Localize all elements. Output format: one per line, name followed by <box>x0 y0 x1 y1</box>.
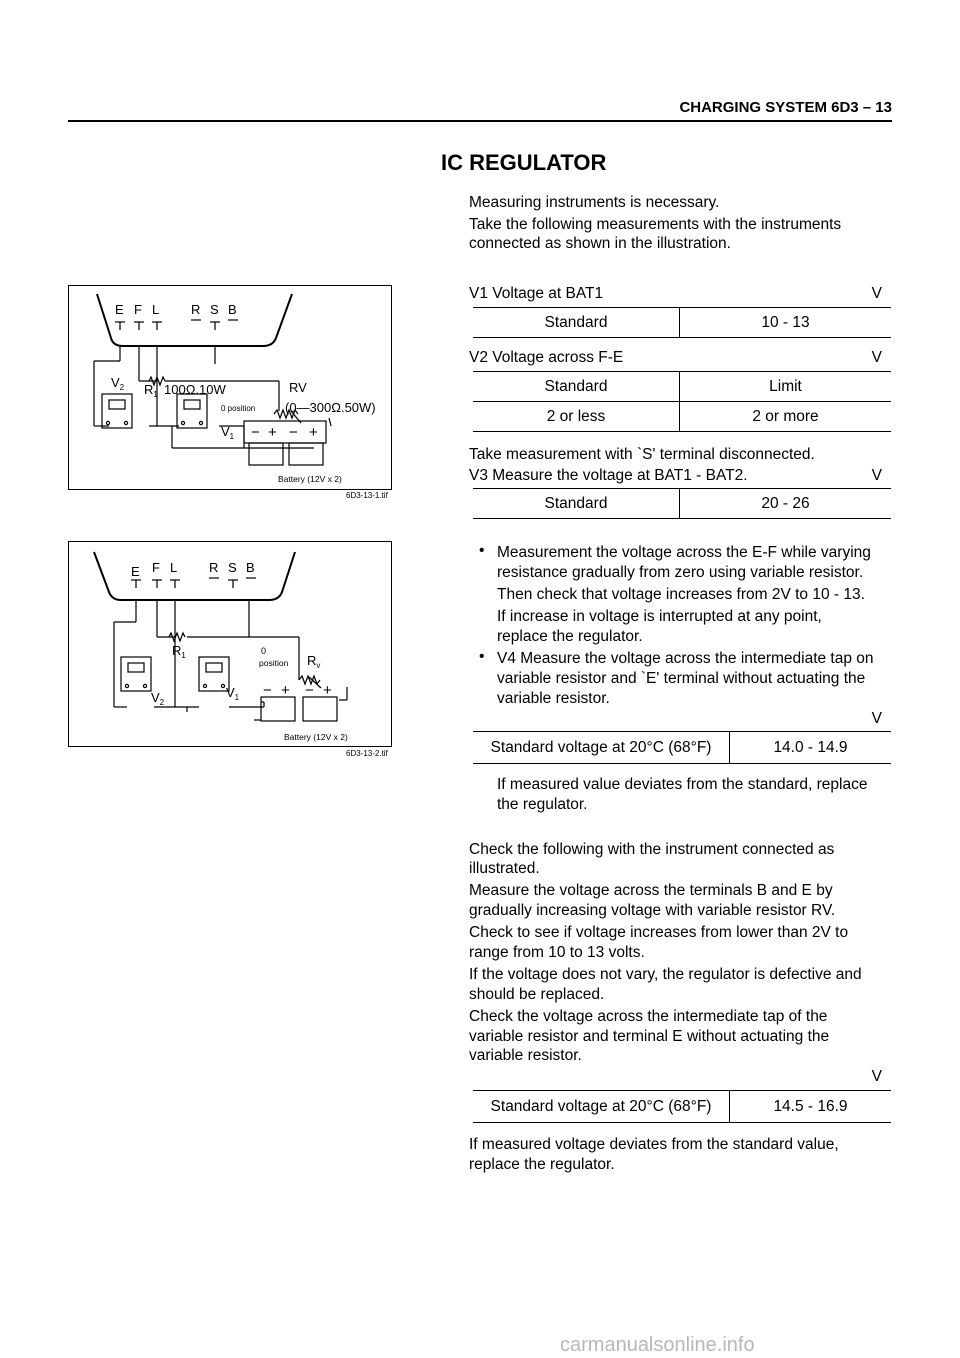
position-label: position <box>259 658 289 668</box>
v2-label: V2 Voltage across F-E <box>469 349 624 366</box>
table-row <box>473 489 891 519</box>
svg-text:−: − <box>305 682 314 699</box>
figure-2-drawing <box>69 542 391 746</box>
v1-table <box>473 307 891 338</box>
v2-table <box>473 371 891 432</box>
check-line: Measure the voltage across the terminals B and E by <box>469 882 833 899</box>
svg-text:Rv <box>307 653 320 670</box>
v3-table <box>473 488 891 519</box>
v1-label: V1 Voltage at BAT1 <box>469 285 604 302</box>
check-line: range from 10 to 13 volts. <box>469 944 645 961</box>
bullet-dot: • <box>479 648 485 665</box>
rv-label: RV <box>289 380 307 395</box>
table-cell: 2 or less <box>473 402 680 432</box>
table-row <box>473 308 891 338</box>
svg-text:+: + <box>281 682 290 699</box>
v3-label: V3 Measure the voltage at BAT1 - BAT2. <box>469 467 748 484</box>
check-line: should be replaced. <box>469 986 605 1003</box>
header-rule <box>68 120 892 122</box>
svg-text:−: − <box>251 424 260 441</box>
bullet2-line: V4 Measure the voltage across the intermediate tap on <box>497 650 874 667</box>
bullet1-line: Then check that voltage increases from 2V to 10 - 13. <box>497 586 865 603</box>
rv-subscript: v <box>316 661 321 670</box>
figure-2-caption: 6D3-13-2.tif <box>346 749 388 758</box>
terminal-label: S <box>210 302 219 317</box>
svg-text:+: + <box>309 424 318 441</box>
table-row <box>473 1091 891 1123</box>
bullet1-line: replace the regulator. <box>497 628 643 645</box>
meters <box>102 394 207 428</box>
figure-1-caption: 6D3-13-1.tif <box>346 491 388 500</box>
table-cell: Standard <box>473 489 680 519</box>
table-cell: 20 - 26 <box>680 489 892 519</box>
table-cell: Limit <box>680 372 892 402</box>
figure-2-circuit <box>68 541 392 747</box>
terminal-marks <box>115 320 238 330</box>
terminal-label: E <box>131 564 140 579</box>
v1-symbol: V <box>226 685 235 700</box>
terminal-label: F <box>134 302 142 317</box>
svg-text:−: − <box>289 424 298 441</box>
table-cell: 14.0 - 14.9 <box>730 732 892 764</box>
v4-unit: V <box>871 710 882 727</box>
table-cell: Standard voltage at 20°C (68°F) <box>473 1091 730 1123</box>
final-line: If measured voltage deviates from the standard value, <box>469 1136 839 1153</box>
bullet-dot: • <box>479 542 485 559</box>
v1-subscript: 1 <box>234 693 240 702</box>
v3-unit: V <box>871 467 882 484</box>
intro-line: connected as shown in the illustration. <box>469 235 731 252</box>
check-line: Check the voltage across the intermediate tap of the <box>469 1008 828 1025</box>
bullet2-line: variable resistor. <box>497 690 610 707</box>
svg-text:V2 <box>151 690 165 707</box>
terminal-label: R <box>209 560 219 575</box>
bullet1-line: Measurement the voltage across the E-F while varying <box>497 544 871 561</box>
table-cell: 2 or more <box>680 402 892 432</box>
after-v4-line: If measured value deviates from the standard, replace <box>497 776 868 793</box>
v2-unit: V <box>871 349 882 366</box>
battery-label: Battery (12V x 2) <box>278 474 342 484</box>
svg-text:V1 <box>226 685 240 702</box>
table-row <box>473 732 891 764</box>
v1-unit: V <box>871 285 882 302</box>
r1-subscript: 1 <box>153 390 158 399</box>
intro-line: Take the following measurements with the instruments <box>469 216 842 233</box>
rv-symbol: R <box>307 653 317 668</box>
svg-text:+: + <box>323 682 332 699</box>
svg-text:−: − <box>263 682 272 699</box>
bullet1-line: resistance gradually from zero using variable resistor. <box>497 564 864 581</box>
terminal-label: B <box>228 302 237 317</box>
intro-line: Measuring instruments is necessary. <box>469 194 720 211</box>
check-line: gradually increasing voltage with variable resistor RV. <box>469 902 836 919</box>
terminal-label: R <box>191 302 201 317</box>
table-cell: 14.5 - 16.9 <box>730 1091 892 1123</box>
s-terminal-note: Take measurement with `S' terminal disconnected. <box>469 446 815 463</box>
v5-unit: V <box>871 1068 882 1085</box>
table-cell: 10 - 13 <box>680 308 892 338</box>
v1-symbol: V <box>221 424 230 439</box>
table-row <box>473 372 891 402</box>
r1-value: 100Ω.10W <box>164 382 226 397</box>
check-line: variable resistor and terminal E without actuating the <box>469 1028 830 1045</box>
terminal-labels <box>131 560 255 579</box>
v2-subscript: 2 <box>159 698 165 707</box>
figure-1-circuit <box>68 285 392 490</box>
v1-subscript: 1 <box>229 432 235 441</box>
terminal-label: L <box>170 560 178 575</box>
svg-text:R1 <box>144 382 158 399</box>
v2-subscript: 2 <box>119 383 125 392</box>
final-line: replace the regulator. <box>469 1156 615 1173</box>
check-line: variable resistor. <box>469 1047 582 1064</box>
table-cell: Standard <box>473 372 680 402</box>
section-title: IC REGULATOR <box>441 150 607 175</box>
svg-text:+: + <box>268 424 277 441</box>
check-line: Check the following with the instrument connected as <box>469 841 835 858</box>
terminal-label: F <box>152 560 160 575</box>
table-cell: Standard <box>473 308 680 338</box>
svg-text:V2 <box>111 375 125 392</box>
zero-label: 0 <box>261 646 267 656</box>
terminal-labels <box>115 302 237 317</box>
battery-pack <box>261 697 337 721</box>
v2-symbol: V <box>111 375 120 390</box>
battery-label: Battery (12V x 2) <box>284 732 348 742</box>
r1-symbol: R <box>144 382 154 397</box>
terminal-label: L <box>152 302 160 317</box>
r1-subscript: 1 <box>181 651 186 660</box>
figure-1-drawing <box>69 286 391 489</box>
rv-value: (0—300Ω.50W) <box>285 400 376 415</box>
terminal-marks <box>131 578 256 588</box>
v2-symbol: V <box>151 690 160 705</box>
battery-polarity <box>251 424 318 441</box>
watermark: carmanualsonline.info <box>560 1334 755 1356</box>
bullet1-line: If increase in voltage is interrupted at any point, <box>497 608 822 625</box>
table-row <box>473 402 891 432</box>
regulator-outline <box>94 552 295 600</box>
v5-table <box>473 1090 891 1123</box>
v4-table <box>473 731 891 764</box>
bullet2-line: variable resistor and `E' terminal without actuating the <box>497 670 866 687</box>
zero-position-label: 0 position <box>221 404 256 413</box>
r1-symbol: R <box>172 643 182 658</box>
terminal-label: B <box>246 560 255 575</box>
page-header: CHARGING SYSTEM 6D3 – 13 <box>679 99 892 116</box>
after-v4-line: the regulator. <box>497 796 588 813</box>
check-line: If the voltage does not vary, the regulator is defective and <box>469 966 862 983</box>
check-line: illustrated. <box>469 860 540 877</box>
svg-text:R1 <box>172 643 186 660</box>
terminal-label: E <box>115 302 124 317</box>
table-cell: Standard voltage at 20°C (68°F) <box>473 732 730 764</box>
check-line: Check to see if voltage increases from lower than 2V to <box>469 924 849 941</box>
terminal-label: S <box>228 560 237 575</box>
